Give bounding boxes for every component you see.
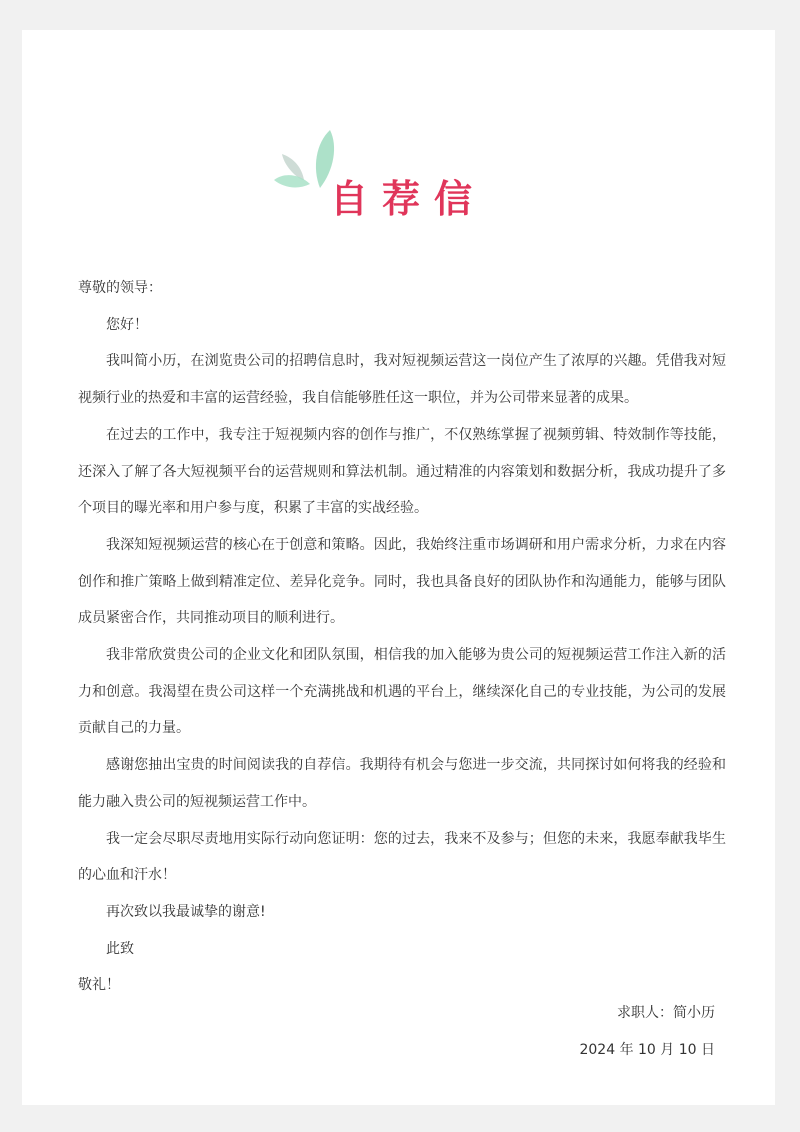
letter-page bbox=[22, 30, 775, 1105]
paragraph: 您好！ bbox=[106, 316, 148, 333]
date: 2024 年 10 月 10 日 bbox=[579, 1042, 715, 1058]
salutation: 尊敬的领导： bbox=[78, 280, 162, 296]
paragraph: 我深知短视频运营的核心在于创意和策略。因此，我始终注重市场调研和用户需求分析，力求在内容创作和推广策略上做到精准定位、差异化竞争。同时，我也具备良好的团队协作和沟通能力，能够与团队成员紧密合作，共同推动项目的顺利进行。 bbox=[78, 536, 726, 627]
paragraph: 我非常欣赏贵公司的企业文化和团队氛围，相信我的加入能够为贵公司的短视频运营工作注入新的活力和创意。我渴望在贵公司这样一个充满挑战和机遇的平台上，继续深化自己的专业技能，为公司的发展贡献自己的力量。 bbox=[78, 647, 726, 737]
paragraph: 再次致以我最诚挚的谢意! bbox=[106, 903, 266, 920]
closing: 敬礼！ bbox=[78, 977, 120, 994]
paragraph: 我叫简小历，在浏览贵公司的招聘信息时，我对短视频运营这一岗位产生了浓厚的兴趣。凭借我对短视频行业的热爱和丰富的运营经验，我自信能够胜任这一职位，并为公司带来显著的成果。 bbox=[78, 353, 726, 407]
paragraph: 此致 bbox=[106, 940, 134, 957]
paragraph: 我一定会尽职尽责地用实际行动向您证明：您的过去，我来不及参与；但您的未来，我愿奉献我毕生的心血和汗水！ bbox=[78, 830, 726, 884]
signature: 求职人：简小历 bbox=[617, 1005, 715, 1021]
letter-body bbox=[78, 270, 726, 1004]
paragraph: 感谢您抽出宝贵的时间阅读我的自荐信。我期待有机会与您进一步交流，共同探讨如何将我的经验和能力融入贵公司的短视频运营工作中。 bbox=[78, 757, 726, 810]
paragraph: 在过去的工作中，我专注于短视频内容的创作与推广，不仅熟练掌握了视频剪辑、特效制作等技能，还深入了解了各大短视频平台的运营规则和算法机制。通过精准的内容策划和数据分析，我成功提升了多个项目的曝光率和用户参与度，积累了丰富的实战经验。 bbox=[78, 426, 726, 517]
page-title: 自荐信 bbox=[330, 177, 487, 221]
